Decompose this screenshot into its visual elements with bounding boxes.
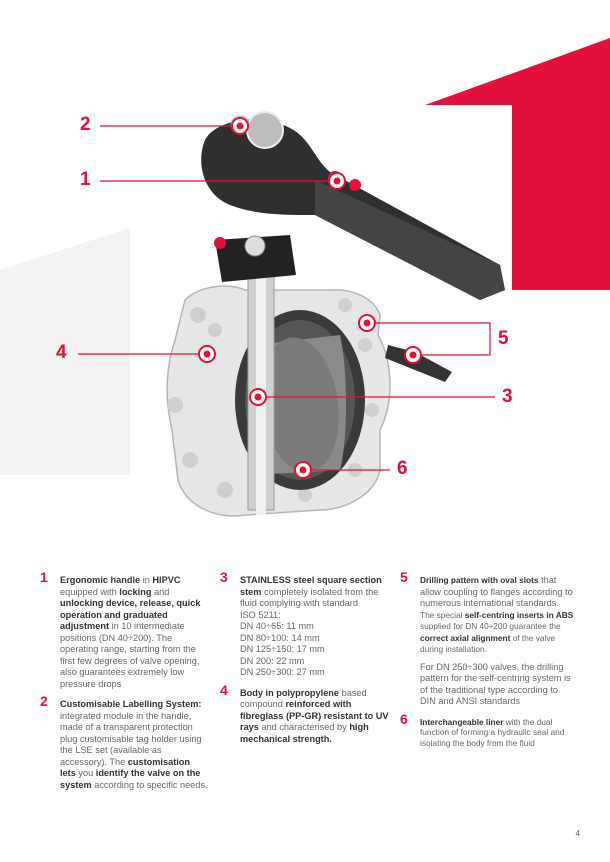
- callout-4: 4: [56, 342, 67, 363]
- callout-1: 1: [80, 169, 91, 190]
- callout-2: 2: [80, 114, 91, 135]
- feature-2: [40, 693, 208, 791]
- feature-text: Ergonomic handle in HIPVC equipped with locking and unlocking device, release, quick operation and graduated adjustment in 10 intermediate positions (DN 40÷200). The operating range, starting from the first few degrees of valve opening, also guarantees extremely low pressure drops: [60, 575, 201, 689]
- feature-number: 6: [400, 710, 408, 727]
- feature-number: 2: [40, 693, 48, 709]
- feature-number: 1: [40, 569, 48, 585]
- feature-3: [220, 569, 390, 679]
- stem-sizes: ISO 5211: DN 40÷65: 11 mm DN 80÷100: 14 mm DN 125÷150: 17 mm DN 200: 22 mm DN 250÷300: 27 mm: [240, 609, 325, 677]
- callout-6: 6: [397, 458, 408, 479]
- callout-5: 5: [498, 328, 509, 349]
- feature-6: [400, 710, 575, 749]
- feature-text: Drilling pattern with oval slots that allow coupling to flanges according to numerous international standards. The special self-centring inserts in ABS supplied for DN 40÷200 guarantee the correct axial alignment of the valve during installation.: [420, 575, 574, 654]
- feature-5: [400, 569, 575, 708]
- feature-text: Body in polypropylene based compound reinforced with fibreglass (PP-GR) resistant to UV rays and characterised by high mechanical strength.: [240, 687, 389, 744]
- feature-number: 3: [220, 569, 228, 585]
- callout-3: 3: [502, 386, 513, 407]
- feature-text: Customisable Labelling System: integrated module in the handle, made of a transparent protection plug customisable tag holder using the LSE set (available as accessory). The customisation lets you identify the valve on the system according to specific needs.: [60, 699, 208, 790]
- feature-text-dn250: For DN 250÷300 valves, the drilling pattern for the self-centring system is of the traditional type according to DIN and ANSI standards: [420, 661, 571, 706]
- feature-number: 4: [220, 681, 228, 698]
- features-column-3: [400, 569, 575, 757]
- valve-body: [167, 235, 390, 516]
- feature-1: [40, 569, 208, 690]
- features-column-1: [40, 569, 208, 800]
- page-number: 4: [575, 829, 580, 838]
- features-column-2: [220, 569, 390, 754]
- feature-number: 5: [400, 569, 408, 585]
- feature-text: STAINLESS steel square section stem completely isolated from the fluid complying with standard: [240, 575, 382, 608]
- feature-4: [220, 681, 390, 746]
- feature-text: Interchangeable liner with the dual function of forming a hydraulic seal and isolating the body from the fluid: [420, 716, 565, 748]
